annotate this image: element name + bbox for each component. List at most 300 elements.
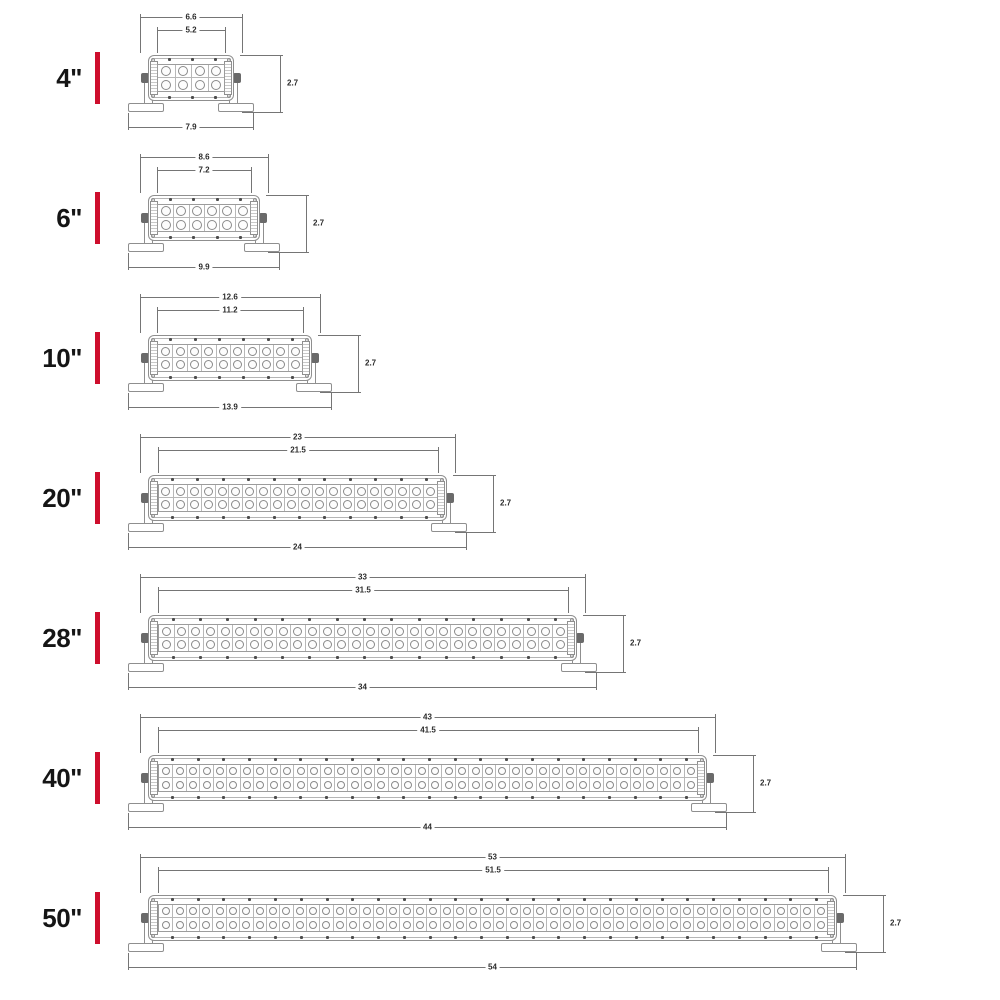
led-icon bbox=[256, 781, 264, 789]
extension-line bbox=[268, 154, 269, 193]
size-row bbox=[0, 565, 1000, 705]
led-icon bbox=[242, 907, 250, 915]
led-icon bbox=[204, 360, 213, 369]
led-cell bbox=[319, 625, 334, 638]
led-icon bbox=[229, 907, 237, 915]
led-icon bbox=[445, 781, 453, 789]
led-icon bbox=[259, 500, 268, 509]
led-cell bbox=[215, 498, 229, 511]
led-icon bbox=[262, 347, 271, 356]
led-icon bbox=[190, 487, 199, 496]
led-icon bbox=[590, 907, 598, 915]
led-cell bbox=[423, 498, 437, 511]
led-icon bbox=[202, 921, 210, 929]
screw-dot-icon bbox=[248, 936, 251, 939]
led-cell bbox=[216, 345, 230, 358]
mount-bracket-right-foot bbox=[561, 663, 597, 672]
led-cell bbox=[465, 625, 480, 638]
extension-line bbox=[715, 812, 756, 813]
size-row bbox=[0, 425, 1000, 565]
led-cell bbox=[509, 778, 522, 791]
led-icon bbox=[468, 640, 477, 649]
screw-dot-icon bbox=[609, 898, 612, 901]
led-cell bbox=[244, 345, 258, 358]
led-cell bbox=[228, 485, 242, 498]
led-cell bbox=[493, 918, 506, 931]
led-cell bbox=[560, 905, 573, 918]
led-cell bbox=[267, 765, 280, 778]
screw-dot-icon bbox=[326, 936, 329, 939]
screw-dot-icon bbox=[196, 478, 199, 481]
led-icon bbox=[203, 781, 211, 789]
led-icon bbox=[458, 781, 466, 789]
screw-dot-icon bbox=[169, 376, 172, 379]
lightbar-diagram bbox=[128, 851, 927, 979]
led-icon bbox=[222, 220, 232, 230]
led-icon bbox=[248, 347, 257, 356]
led-icon bbox=[337, 767, 345, 775]
end-cap-left bbox=[150, 621, 158, 655]
led-icon bbox=[483, 640, 492, 649]
led-icon bbox=[218, 487, 227, 496]
led-icon bbox=[162, 640, 171, 649]
led-cell bbox=[657, 765, 670, 778]
screw-dot-icon bbox=[608, 796, 611, 799]
led-cell bbox=[158, 78, 175, 91]
screw-dot-icon bbox=[248, 898, 251, 901]
led-cell bbox=[187, 345, 201, 358]
extension-line bbox=[158, 867, 159, 893]
led-icon bbox=[646, 781, 654, 789]
screw-dot-icon bbox=[634, 796, 637, 799]
led-icon bbox=[256, 907, 264, 915]
led-cell bbox=[386, 918, 399, 931]
led-cell bbox=[509, 625, 524, 638]
led-cell bbox=[326, 498, 340, 511]
led-icon bbox=[190, 500, 199, 509]
dimension-top-outer: 12.6 bbox=[219, 294, 241, 303]
led-icon bbox=[337, 640, 346, 649]
led-icon bbox=[190, 347, 199, 356]
screw-dot-icon bbox=[299, 796, 302, 799]
led-cell bbox=[175, 78, 192, 91]
led-icon bbox=[364, 767, 372, 775]
screw-dot-icon bbox=[527, 618, 530, 621]
screw-dot-icon bbox=[222, 936, 225, 939]
led-icon bbox=[161, 220, 171, 230]
screw-dot-icon bbox=[267, 376, 270, 379]
led-icon bbox=[297, 767, 305, 775]
screw-dot-icon bbox=[191, 58, 194, 61]
led-icon bbox=[541, 627, 550, 636]
led-cell bbox=[199, 778, 212, 791]
led-cell bbox=[203, 638, 218, 651]
connector-nub-right bbox=[576, 633, 584, 643]
led-cell bbox=[199, 765, 212, 778]
led-cell bbox=[159, 638, 174, 651]
led-cell bbox=[374, 778, 387, 791]
led-cell bbox=[347, 765, 360, 778]
led-icon bbox=[485, 781, 493, 789]
extension-line bbox=[268, 252, 309, 253]
screw-dot-icon bbox=[428, 796, 431, 799]
led-icon bbox=[563, 907, 571, 915]
led-cell bbox=[538, 625, 553, 638]
led-icon bbox=[282, 921, 290, 929]
screw-dot-icon bbox=[274, 936, 277, 939]
extension-line bbox=[128, 953, 129, 970]
screw-dot-icon bbox=[267, 338, 270, 341]
size-row bbox=[0, 5, 1000, 145]
led-cell bbox=[340, 498, 354, 511]
led-icon bbox=[426, 500, 435, 509]
led-cell bbox=[480, 905, 493, 918]
screw-dot-icon bbox=[554, 618, 557, 621]
led-cell bbox=[188, 638, 203, 651]
screw-dot-icon bbox=[169, 338, 172, 341]
extension-line bbox=[715, 714, 716, 753]
screw-dot-icon bbox=[349, 478, 352, 481]
screw-dot-icon bbox=[254, 618, 257, 621]
extension-line bbox=[157, 167, 158, 193]
extension-line bbox=[438, 447, 439, 473]
led-cell bbox=[253, 918, 266, 931]
led-icon bbox=[269, 907, 277, 915]
accent-bar bbox=[95, 892, 100, 944]
led-cell bbox=[187, 498, 201, 511]
led-cell bbox=[423, 485, 437, 498]
led-icon bbox=[370, 487, 379, 496]
led-cell bbox=[468, 778, 481, 791]
led-icon bbox=[297, 781, 305, 789]
screw-dot-icon bbox=[169, 236, 172, 239]
screw-dot-icon bbox=[480, 936, 483, 939]
screw-dot-icon bbox=[226, 618, 229, 621]
led-cell bbox=[174, 625, 189, 638]
dimension-top-inner: 5.2 bbox=[182, 27, 199, 36]
led-icon bbox=[469, 921, 477, 929]
extension-line bbox=[158, 727, 159, 753]
mount-bracket-right-foot bbox=[691, 803, 727, 812]
extension-line bbox=[856, 953, 857, 970]
screw-dot-icon bbox=[527, 656, 530, 659]
led-icon bbox=[324, 767, 332, 775]
led-lens-grid bbox=[158, 904, 828, 932]
led-cell bbox=[240, 765, 253, 778]
screw-dot-icon bbox=[248, 758, 251, 761]
led-cell bbox=[191, 65, 208, 78]
screw-dot-icon bbox=[326, 898, 329, 901]
accent-bar bbox=[95, 52, 100, 104]
extension-line bbox=[279, 253, 280, 270]
led-cell bbox=[279, 905, 292, 918]
screw-dot-icon bbox=[336, 618, 339, 621]
led-icon bbox=[483, 907, 491, 915]
led-icon bbox=[472, 767, 480, 775]
corner-screw-icon bbox=[151, 198, 155, 202]
led-cell bbox=[441, 778, 454, 791]
dimension-bottom: 24 bbox=[290, 544, 305, 553]
led-cell bbox=[293, 778, 306, 791]
led-cell bbox=[415, 778, 428, 791]
led-icon bbox=[483, 921, 491, 929]
extension-line bbox=[466, 533, 467, 550]
led-cell bbox=[270, 498, 284, 511]
led-cell bbox=[616, 778, 629, 791]
led-cell bbox=[159, 765, 172, 778]
led-cell bbox=[172, 918, 185, 931]
corner-screw-icon bbox=[151, 758, 155, 762]
screw-dot-icon bbox=[325, 796, 328, 799]
led-cell bbox=[201, 358, 215, 371]
led-cell bbox=[244, 358, 258, 371]
screw-dot-icon bbox=[764, 936, 767, 939]
led-icon bbox=[216, 781, 224, 789]
led-cell bbox=[158, 205, 173, 218]
led-cell bbox=[159, 485, 173, 498]
mount-bracket-right-foot bbox=[244, 243, 280, 252]
led-icon bbox=[410, 627, 419, 636]
led-icon bbox=[395, 627, 404, 636]
led-icon bbox=[250, 640, 259, 649]
led-icon bbox=[248, 360, 257, 369]
led-cell bbox=[800, 905, 813, 918]
screw-dot-icon bbox=[505, 796, 508, 799]
led-cell bbox=[415, 765, 428, 778]
corner-screw-icon bbox=[440, 478, 444, 482]
screw-dot-icon bbox=[323, 516, 326, 519]
led-cell bbox=[189, 218, 204, 231]
end-cap-right bbox=[302, 341, 310, 375]
led-cell bbox=[466, 905, 479, 918]
led-icon bbox=[391, 781, 399, 789]
led-cell bbox=[653, 905, 666, 918]
led-icon bbox=[192, 220, 202, 230]
screw-dot-icon bbox=[500, 618, 503, 621]
screw-dot-icon bbox=[171, 758, 174, 761]
led-icon bbox=[243, 781, 251, 789]
led-cell bbox=[573, 918, 586, 931]
screw-dot-icon bbox=[583, 898, 586, 901]
led-cell bbox=[307, 765, 320, 778]
size-label-block bbox=[0, 52, 100, 104]
screw-dot-icon bbox=[659, 796, 662, 799]
led-icon bbox=[161, 360, 170, 369]
screw-dot-icon bbox=[738, 898, 741, 901]
led-icon bbox=[536, 921, 544, 929]
led-icon bbox=[633, 781, 641, 789]
screw-dot-icon bbox=[171, 516, 174, 519]
screw-dot-icon bbox=[582, 796, 585, 799]
screw-dot-icon bbox=[429, 898, 432, 901]
led-cell bbox=[158, 345, 172, 358]
led-icon bbox=[687, 781, 695, 789]
screw-dot-icon bbox=[390, 618, 393, 621]
dimension-top-inner: 21.5 bbox=[287, 447, 309, 456]
led-cell bbox=[480, 918, 493, 931]
dimension-top-outer: 53 bbox=[485, 854, 500, 863]
led-cell bbox=[187, 358, 201, 371]
extension-line bbox=[140, 854, 141, 893]
screw-dot-icon bbox=[363, 618, 366, 621]
led-icon bbox=[276, 347, 285, 356]
led-cell bbox=[172, 778, 185, 791]
mount-bracket-right-foot bbox=[218, 103, 254, 112]
extension-line bbox=[225, 27, 226, 53]
led-cell bbox=[787, 918, 800, 931]
end-cap-right bbox=[697, 761, 705, 795]
led-icon bbox=[803, 921, 811, 929]
led-cell bbox=[787, 905, 800, 918]
led-cell bbox=[359, 905, 372, 918]
screw-dot-icon bbox=[390, 656, 393, 659]
extension-line bbox=[585, 574, 586, 613]
led-icon bbox=[525, 781, 533, 789]
led-icon bbox=[231, 500, 240, 509]
led-icon bbox=[683, 907, 691, 915]
led-icon bbox=[273, 487, 282, 496]
led-cell bbox=[158, 65, 175, 78]
led-cell bbox=[562, 778, 575, 791]
led-icon bbox=[723, 907, 731, 915]
led-icon bbox=[512, 767, 520, 775]
screw-dot-icon bbox=[199, 618, 202, 621]
screw-dot-icon bbox=[298, 478, 301, 481]
end-cap-right bbox=[567, 621, 575, 655]
led-cell bbox=[523, 625, 538, 638]
lightbar-diagram bbox=[128, 431, 537, 559]
led-icon bbox=[630, 921, 638, 929]
screw-dot-icon bbox=[557, 758, 560, 761]
dimension-top-outer: 23 bbox=[290, 434, 305, 443]
led-icon bbox=[510, 907, 518, 915]
led-icon bbox=[315, 500, 324, 509]
led-icon bbox=[296, 921, 304, 929]
led-cell bbox=[230, 358, 244, 371]
led-cell bbox=[293, 765, 306, 778]
led-icon bbox=[283, 781, 291, 789]
corner-screw-icon bbox=[830, 898, 834, 902]
led-icon bbox=[291, 347, 300, 356]
led-icon bbox=[377, 781, 385, 789]
led-cell bbox=[657, 778, 670, 791]
corner-screw-icon bbox=[151, 654, 155, 658]
lightbar-diagram bbox=[128, 151, 350, 279]
led-icon bbox=[620, 781, 628, 789]
led-cell bbox=[603, 778, 616, 791]
screw-dot-icon bbox=[281, 656, 284, 659]
led-cell bbox=[440, 918, 453, 931]
dimension-bottom: 34 bbox=[355, 684, 370, 693]
led-icon bbox=[189, 781, 197, 789]
led-cell bbox=[522, 765, 535, 778]
led-icon bbox=[525, 767, 533, 775]
screw-dot-icon bbox=[418, 618, 421, 621]
led-icon bbox=[439, 640, 448, 649]
led-cell bbox=[453, 905, 466, 918]
led-icon bbox=[429, 921, 437, 929]
led-cell bbox=[159, 498, 173, 511]
led-cell bbox=[495, 778, 508, 791]
end-cap-left bbox=[150, 901, 158, 935]
size-row bbox=[0, 285, 1000, 425]
mount-bracket-right-foot bbox=[821, 943, 857, 952]
led-cell bbox=[455, 778, 468, 791]
extension-line bbox=[240, 55, 283, 56]
screw-dot-icon bbox=[531, 796, 534, 799]
size-label-block bbox=[0, 892, 100, 944]
screw-dot-icon bbox=[218, 376, 221, 379]
led-icon bbox=[250, 627, 259, 636]
led-icon bbox=[229, 921, 237, 929]
led-cell bbox=[522, 778, 535, 791]
led-icon bbox=[646, 767, 654, 775]
led-icon bbox=[803, 907, 811, 915]
led-icon bbox=[161, 206, 171, 216]
screw-dot-icon bbox=[254, 656, 257, 659]
led-icon bbox=[235, 627, 244, 636]
connector-nub-right bbox=[446, 493, 454, 503]
led-icon bbox=[329, 500, 338, 509]
screw-dot-icon bbox=[222, 796, 225, 799]
led-icon bbox=[315, 487, 324, 496]
led-icon bbox=[178, 80, 188, 90]
corner-screw-icon bbox=[227, 94, 231, 98]
screw-dot-icon bbox=[197, 796, 200, 799]
led-icon bbox=[176, 347, 185, 356]
led-cell bbox=[640, 918, 653, 931]
led-cell bbox=[395, 485, 409, 498]
extension-line bbox=[713, 755, 756, 756]
led-icon bbox=[443, 921, 451, 929]
extension-line bbox=[128, 673, 129, 690]
led-icon bbox=[737, 921, 745, 929]
led-icon bbox=[550, 921, 558, 929]
led-cell bbox=[333, 918, 346, 931]
corner-screw-icon bbox=[151, 794, 155, 798]
led-cell bbox=[684, 765, 697, 778]
screw-dot-icon bbox=[506, 898, 509, 901]
extension-line bbox=[128, 253, 129, 270]
accent-bar bbox=[95, 752, 100, 804]
screw-dot-icon bbox=[336, 656, 339, 659]
corner-screw-icon bbox=[151, 338, 155, 342]
led-icon bbox=[195, 66, 205, 76]
led-icon bbox=[458, 767, 466, 775]
led-icon bbox=[189, 767, 197, 775]
led-icon bbox=[336, 907, 344, 915]
screw-dot-icon bbox=[472, 656, 475, 659]
led-cell bbox=[506, 918, 519, 931]
led-cell bbox=[388, 778, 401, 791]
led-icon bbox=[817, 921, 825, 929]
led-cell bbox=[680, 918, 693, 931]
mount-bracket-left-foot bbox=[128, 803, 164, 812]
screw-dot-icon bbox=[192, 236, 195, 239]
led-cell bbox=[413, 905, 426, 918]
led-cell bbox=[600, 905, 613, 918]
screw-dot-icon bbox=[377, 796, 380, 799]
led-icon bbox=[552, 767, 560, 775]
led-icon bbox=[282, 907, 290, 915]
corner-screw-icon bbox=[151, 234, 155, 238]
extension-line bbox=[455, 434, 456, 473]
led-icon bbox=[454, 627, 463, 636]
lightbar-diagram bbox=[128, 571, 667, 699]
led-cell bbox=[239, 918, 252, 931]
led-cell bbox=[201, 345, 215, 358]
screw-dot-icon bbox=[242, 338, 245, 341]
